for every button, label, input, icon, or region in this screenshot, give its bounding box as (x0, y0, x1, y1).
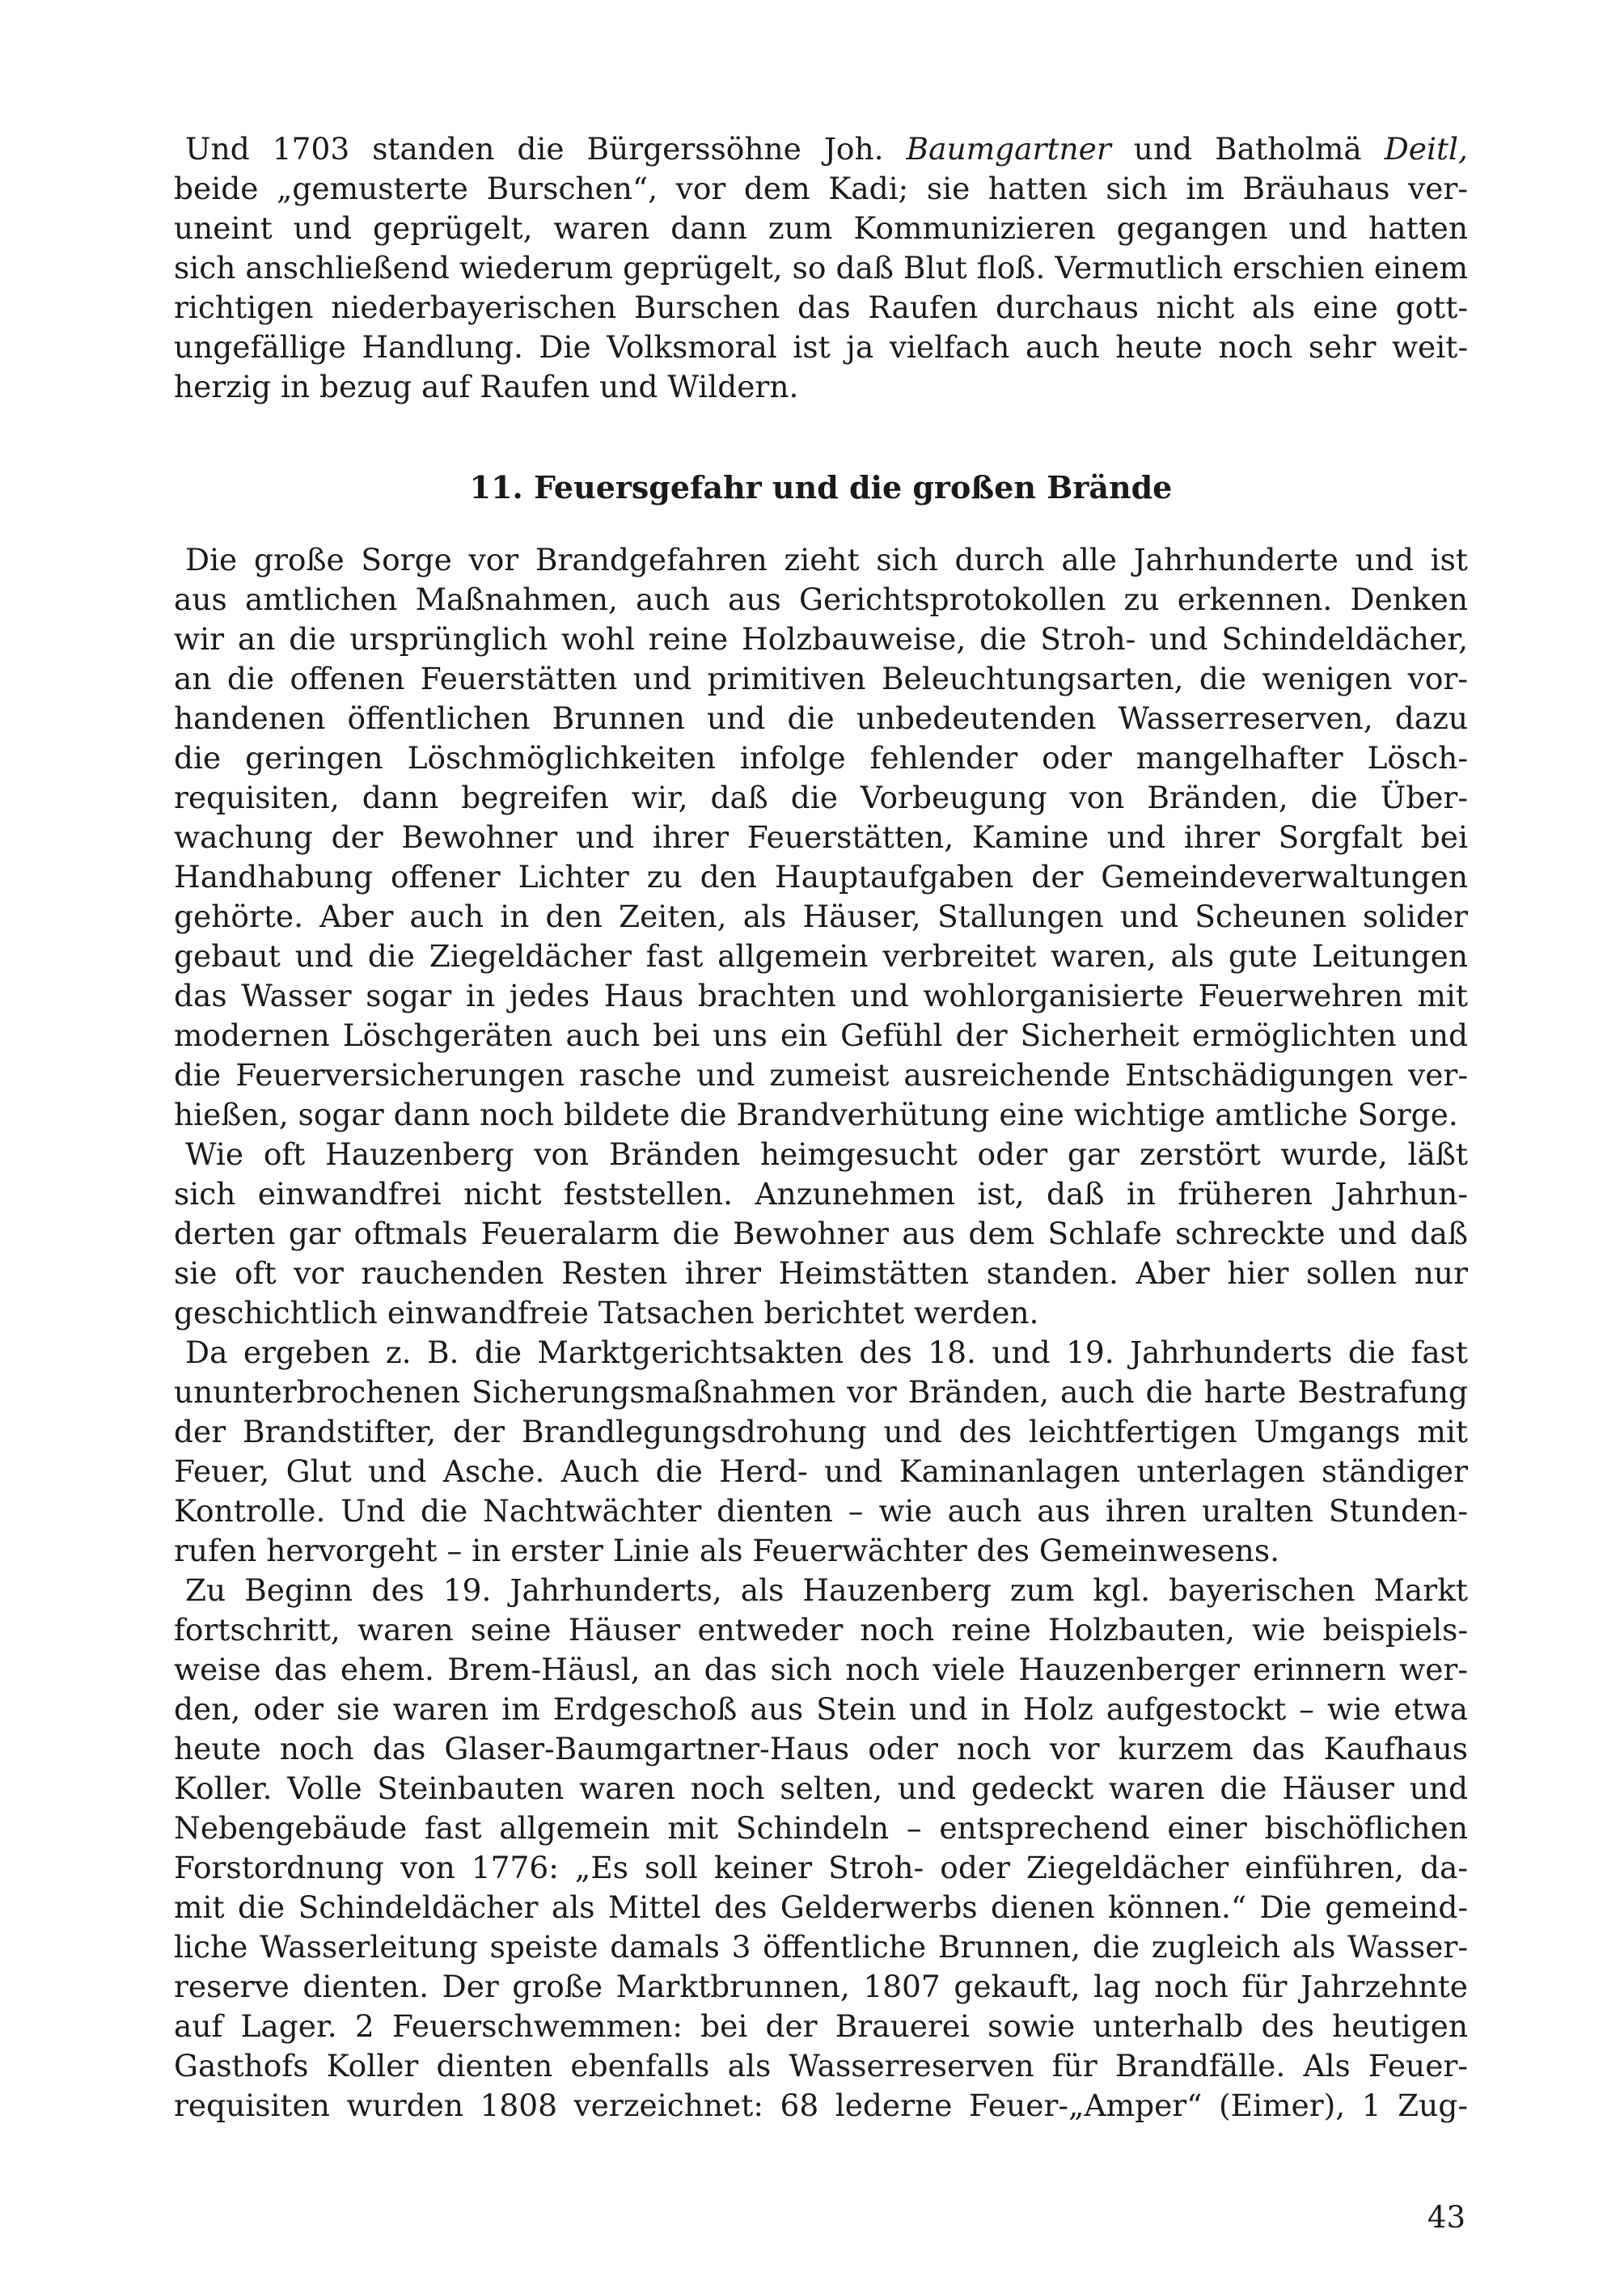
text-line: sich einwandfrei nicht feststellen. Anzunehmen ist, daß in früheren Jahrhun- (174, 1176, 1468, 1212)
text-line: die geringen Löschmöglichkeiten infolge fehlender oder mangelhafter Lösch- (174, 740, 1468, 776)
text-line: heute noch das Glaser-Baumgartner-Haus oder noch vor kurzem das Kaufhaus (174, 1731, 1468, 1766)
page-number: 43 (1427, 2200, 1465, 2235)
section-body (174, 540, 1468, 2126)
section-heading: 11. Feuersgefahr und die großen Brände (469, 469, 1173, 506)
text-line: handenen öffentlichen Brunnen und die unbedeutenden Wasserreserven, dazu (174, 700, 1468, 736)
text-line: gehörte. Aber auch in den Zeiten, als Häuser, Stallungen und Scheunen solider (174, 899, 1468, 934)
text-line: modernen Löschgeräten auch bei uns ein Gefühl der Sicherheit ermöglichten und (174, 1017, 1468, 1053)
text-line: hießen, sogar dann noch bildete die Brandverhütung eine wichtige amtliche Sorge. (174, 1097, 1458, 1132)
text-line: rufen hervorgeht – in erster Linie als Feuerwächter des Gemeinwesens. (174, 1533, 1279, 1568)
text-line: auf Lager. 2 Feuerschwemmen: bei der Brauerei sowie unterhalb des heutigen (174, 2008, 1468, 2044)
text-line: Kontrolle. Und die Nachtwächter dienten – wie auch aus ihren uralten Stunden- (174, 1493, 1468, 1529)
intro-paragraph (174, 129, 1468, 407)
text-line: liche Wasserleitung speiste damals 3 öffentliche Brunnen, die zugleich als Wasser- (174, 1929, 1468, 1965)
text-line: ungefällige Handlung. Die Volksmoral ist ja vielfach auch heute noch sehr weit- (174, 329, 1468, 365)
text-line: wachung der Bewohner und ihrer Feuerstätten, Kamine und ihrer Sorgfalt bei (174, 819, 1468, 855)
text-line: derten gar oftmals Feueralarm die Bewohner aus dem Schlafe schreckte und daß (174, 1216, 1468, 1251)
text-line: ununterbrochenen Sicherungsmaßnahmen vor Bränden, auch die harte Bestrafung (174, 1374, 1468, 1410)
text-line: wir an die ursprünglich wohl reine Holzbauweise, die Stroh- und Schindeldächer, (174, 621, 1468, 657)
text-line: richtigen niederbayerischen Burschen das Raufen durchaus nicht als eine gott- (174, 290, 1468, 325)
text-line: sich anschließend wiederum geprügelt, so daß Blut floß. Vermutlich erschien einem (174, 250, 1468, 286)
text-line: gebaut und die Ziegeldächer fast allgemein verbreitet waren, als gute Leitungen (174, 938, 1468, 974)
text-line: reserve dienten. Der große Marktbrunnen, 1807 gekauft, lag noch für Jahrzehnte (174, 1969, 1468, 2004)
text-line: Feuer, Glut und Asche. Auch die Herd- und Kaminanlagen unterlagen ständiger (174, 1453, 1468, 1489)
text-line: requisiten, dann begreifen wir, daß die Vorbeugung von Bränden, die Über- (174, 780, 1468, 815)
text-line: Koller. Volle Steinbauten waren noch selten, und gedeckt waren die Häuser und (174, 1771, 1468, 1806)
name-baumgartner: Baumgartner (906, 131, 1111, 167)
text-line: uneint und geprügelt, waren dann zum Kommunizieren gegangen und hatten (174, 210, 1468, 246)
text-line: weise das ehem. Brem-Häusl, an das sich noch viele Hauzenberger erinnern wer- (174, 1652, 1468, 1687)
text-line: requisiten wurden 1808 verzeichnet: 68 lederne Feuer-„Amper“ (Eimer), 1 Zug- (174, 2088, 1468, 2123)
text-line: beide „gemusterte Burschen“, vor dem Kadi; sie hatten sich im Bräuhaus ver- (174, 171, 1468, 206)
text-line: Und 1703 standen die Bürgerssöhne Joh. Baumgartner und Batholmä Deitl, (185, 131, 1468, 167)
text-line: Forstordnung von 1776: „Es soll keiner Stroh- oder Ziegeldächer einführen, da- (174, 1850, 1468, 1885)
text-line: die Feuerversicherungen rasche und zumeist ausreichende Entschädigungen ver- (174, 1057, 1468, 1093)
name-deitl: Deitl, (1384, 131, 1468, 167)
text-line: der Brandstifter, der Brandlegungsdrohung und des leichtfertigen Umgangs mit (174, 1414, 1468, 1449)
text-line: Nebengebäude fast allgemein mit Schindeln – entsprechend einer bischöflichen (174, 1810, 1468, 1846)
text-line: Zu Beginn des 19. Jahrhunderts, als Hauzenberg zum kgl. bayerischen Markt (185, 1572, 1468, 1608)
text-line: herzig in bezug auf Raufen und Wildern. (174, 369, 799, 404)
text-line: geschichtlich einwandfreie Tatsachen berichtet werden. (174, 1295, 1039, 1331)
text-line: Handhabung offener Lichter zu den Hauptaufgaben der Gemeindeverwaltungen (174, 859, 1468, 895)
text-line: Gasthofs Koller dienten ebenfalls als Wasserreserven für Brandfälle. Als Feuer- (174, 2048, 1468, 2084)
text-line: sie oft vor rauchenden Resten ihrer Heimstätten standen. Aber hier sollen nur (174, 1255, 1468, 1291)
text-line: den, oder sie waren im Erdgeschoß aus Stein und in Holz aufgestockt – wie etwa (174, 1691, 1468, 1727)
text-line: das Wasser sogar in jedes Haus brachten und wohlorganisierte Feuerwehren mit (174, 978, 1468, 1013)
text-line: Wie oft Hauzenberg von Bränden heimgesucht oder gar zerstört wurde, läßt (185, 1136, 1468, 1172)
text-line: Da ergeben z. B. die Marktgerichtsakten des 18. und 19. Jahrhunderts die fast (185, 1335, 1468, 1370)
text-line: an die offenen Feuerstätten und primitiven Beleuchtungsarten, die wenigen vor- (174, 661, 1468, 696)
text-line: aus amtlichen Maßnahmen, auch aus Gerichtsprotokollen zu erkennen. Denken (174, 582, 1468, 617)
text-line: fortschritt, waren seine Häuser entweder noch reine Holzbauten, wie beispiels- (174, 1612, 1468, 1648)
text-line: mit die Schindeldächer als Mittel des Gelderwerbs dienen können.“ Die gemeind- (174, 1889, 1468, 1925)
text-line: Die große Sorge vor Brandgefahren zieht sich durch alle Jahrhunderte und ist (185, 542, 1468, 577)
